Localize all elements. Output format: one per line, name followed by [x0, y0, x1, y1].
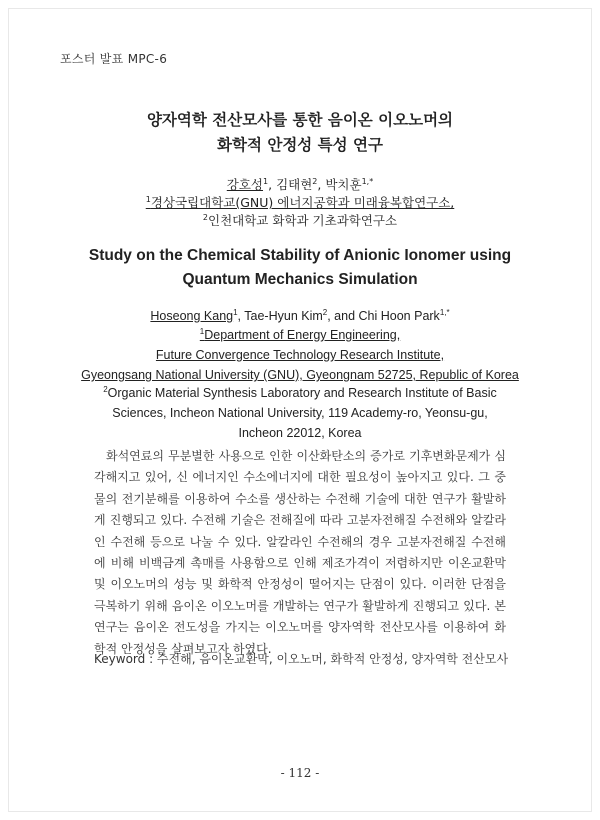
korean-author-presenter: 강호성 — [226, 177, 264, 192]
english-affiliation-2-line1 — [0, 383, 600, 403]
english-author-sup: 1 — [233, 307, 238, 317]
korean-author: 박치훈 — [325, 177, 362, 192]
english-affiliation-2-line3: Incheon 22012, Korea — [238, 426, 362, 440]
english-affiliation-2 — [0, 383, 600, 443]
korean-affiliation-1-text: 경상국립대학교(GNU) 에너지공학과 미래융복합연구소, — [150, 195, 455, 210]
korean-affiliation-2 — [0, 211, 600, 230]
korean-affiliation-1 — [0, 193, 600, 212]
english-affiliation-1-line1 — [0, 325, 600, 345]
page-number: - 112 - — [280, 766, 320, 780]
english-author: Tae-Hyun Kim — [244, 309, 323, 323]
affiliation-sup: 2 — [103, 384, 108, 394]
english-author: Chi Hoon Park — [358, 309, 440, 323]
author-separator: , — [317, 177, 326, 192]
english-title — [0, 244, 600, 292]
author-separator: , — [237, 309, 245, 323]
session-label: 포스터 발표 MPC-6 — [60, 52, 168, 66]
english-affiliation-2-line1-text: Organic Material Synthesis Laboratory and Research Institute of Basic — [107, 386, 497, 400]
english-affiliation-1-line3: Gyeongsang National University (GNU), Gyeongnam 52725, Republic of Korea — [81, 368, 519, 382]
korean-authors — [0, 175, 600, 194]
korean-title — [0, 108, 600, 158]
korean-author-sup: 1,* — [361, 176, 374, 186]
english-affiliation-2-line2: Sciences, Incheon National University, 119 Academy-ro, Yeonsu-gu, — [112, 406, 488, 420]
english-author-presenter: Hoseong Kang — [150, 309, 234, 323]
korean-title-line2: 화학적 안정성 특성 연구 — [217, 136, 383, 154]
english-title-line2: Quantum Mechanics Simulation — [182, 271, 418, 288]
english-title-line1: Study on the Chemical Stability of Anionic Ionomer using — [88, 247, 512, 264]
korean-author-sup: 2 — [312, 176, 318, 186]
author-separator: , and — [327, 309, 359, 323]
korean-author: 김태현 — [276, 177, 313, 192]
english-affiliation-1-line1-text: Department of Energy Engineering, — [204, 328, 401, 342]
english-authors — [0, 306, 600, 326]
author-separator: , — [268, 177, 277, 192]
keyword-line: Keyword : 수전해, 음이온교환막, 이오노머, 화학적 안정성, 양자역학 전산모사 — [94, 652, 509, 666]
korean-author-sup: 1 — [263, 176, 269, 186]
affiliation-sup: 2 — [202, 212, 208, 222]
abstract-body: 화석연료의 무분별한 사용으로 인한 이산화탄소의 증가로 기후변화문제가 심각해지고 있어, 신 에너지인 수소에너지에 대한 필요성이 높아지고 있다. 그 중 물의 전기분해를 이용하여 수소를 생산하는 수전해 기술에 대한 연구가 활발하게 진행되고 있다. 수전해 기술은 전해질에 따라 고분자전해질 수전해와 알칼라인 수전해 등으로 나눌 수 있다. 알칼라인 수전해의 경우 고분자전해질 수전해에 비해 비백금계 촉매를 사용함으로 인해 제조가격이 저렴하지만 이온교환막 및 이오노머의 성능 및 화학적 안정성이 떨어지는 단점이 있다. 이러한 단점을 극복하기 위해 음이온 이오노머를 개발하는 연구가 활발하게 진행되고 있다. 본 연구는 음이온 전도성을 가지는 이오노머를 양자역학 전산모사를 이용하여 화학적 안정성을 살펴보고자 하였다. — [94, 449, 506, 656]
affiliation-sup: 1 — [199, 326, 205, 336]
english-affiliation-1 — [0, 325, 600, 385]
english-affiliation-1-line2: Future Convergence Technology Research Institute, — [155, 348, 445, 362]
affiliation-sup: 1 — [145, 194, 151, 204]
korean-affiliation-2-text: 인천대학교 화학과 기초과학연구소 — [208, 213, 398, 228]
english-author-sup: 1,* — [439, 307, 450, 317]
korean-title-line1: 양자역학 전산모사를 통한 음이온 이오노머의 — [146, 111, 454, 129]
english-author-sup: 2 — [322, 307, 328, 317]
